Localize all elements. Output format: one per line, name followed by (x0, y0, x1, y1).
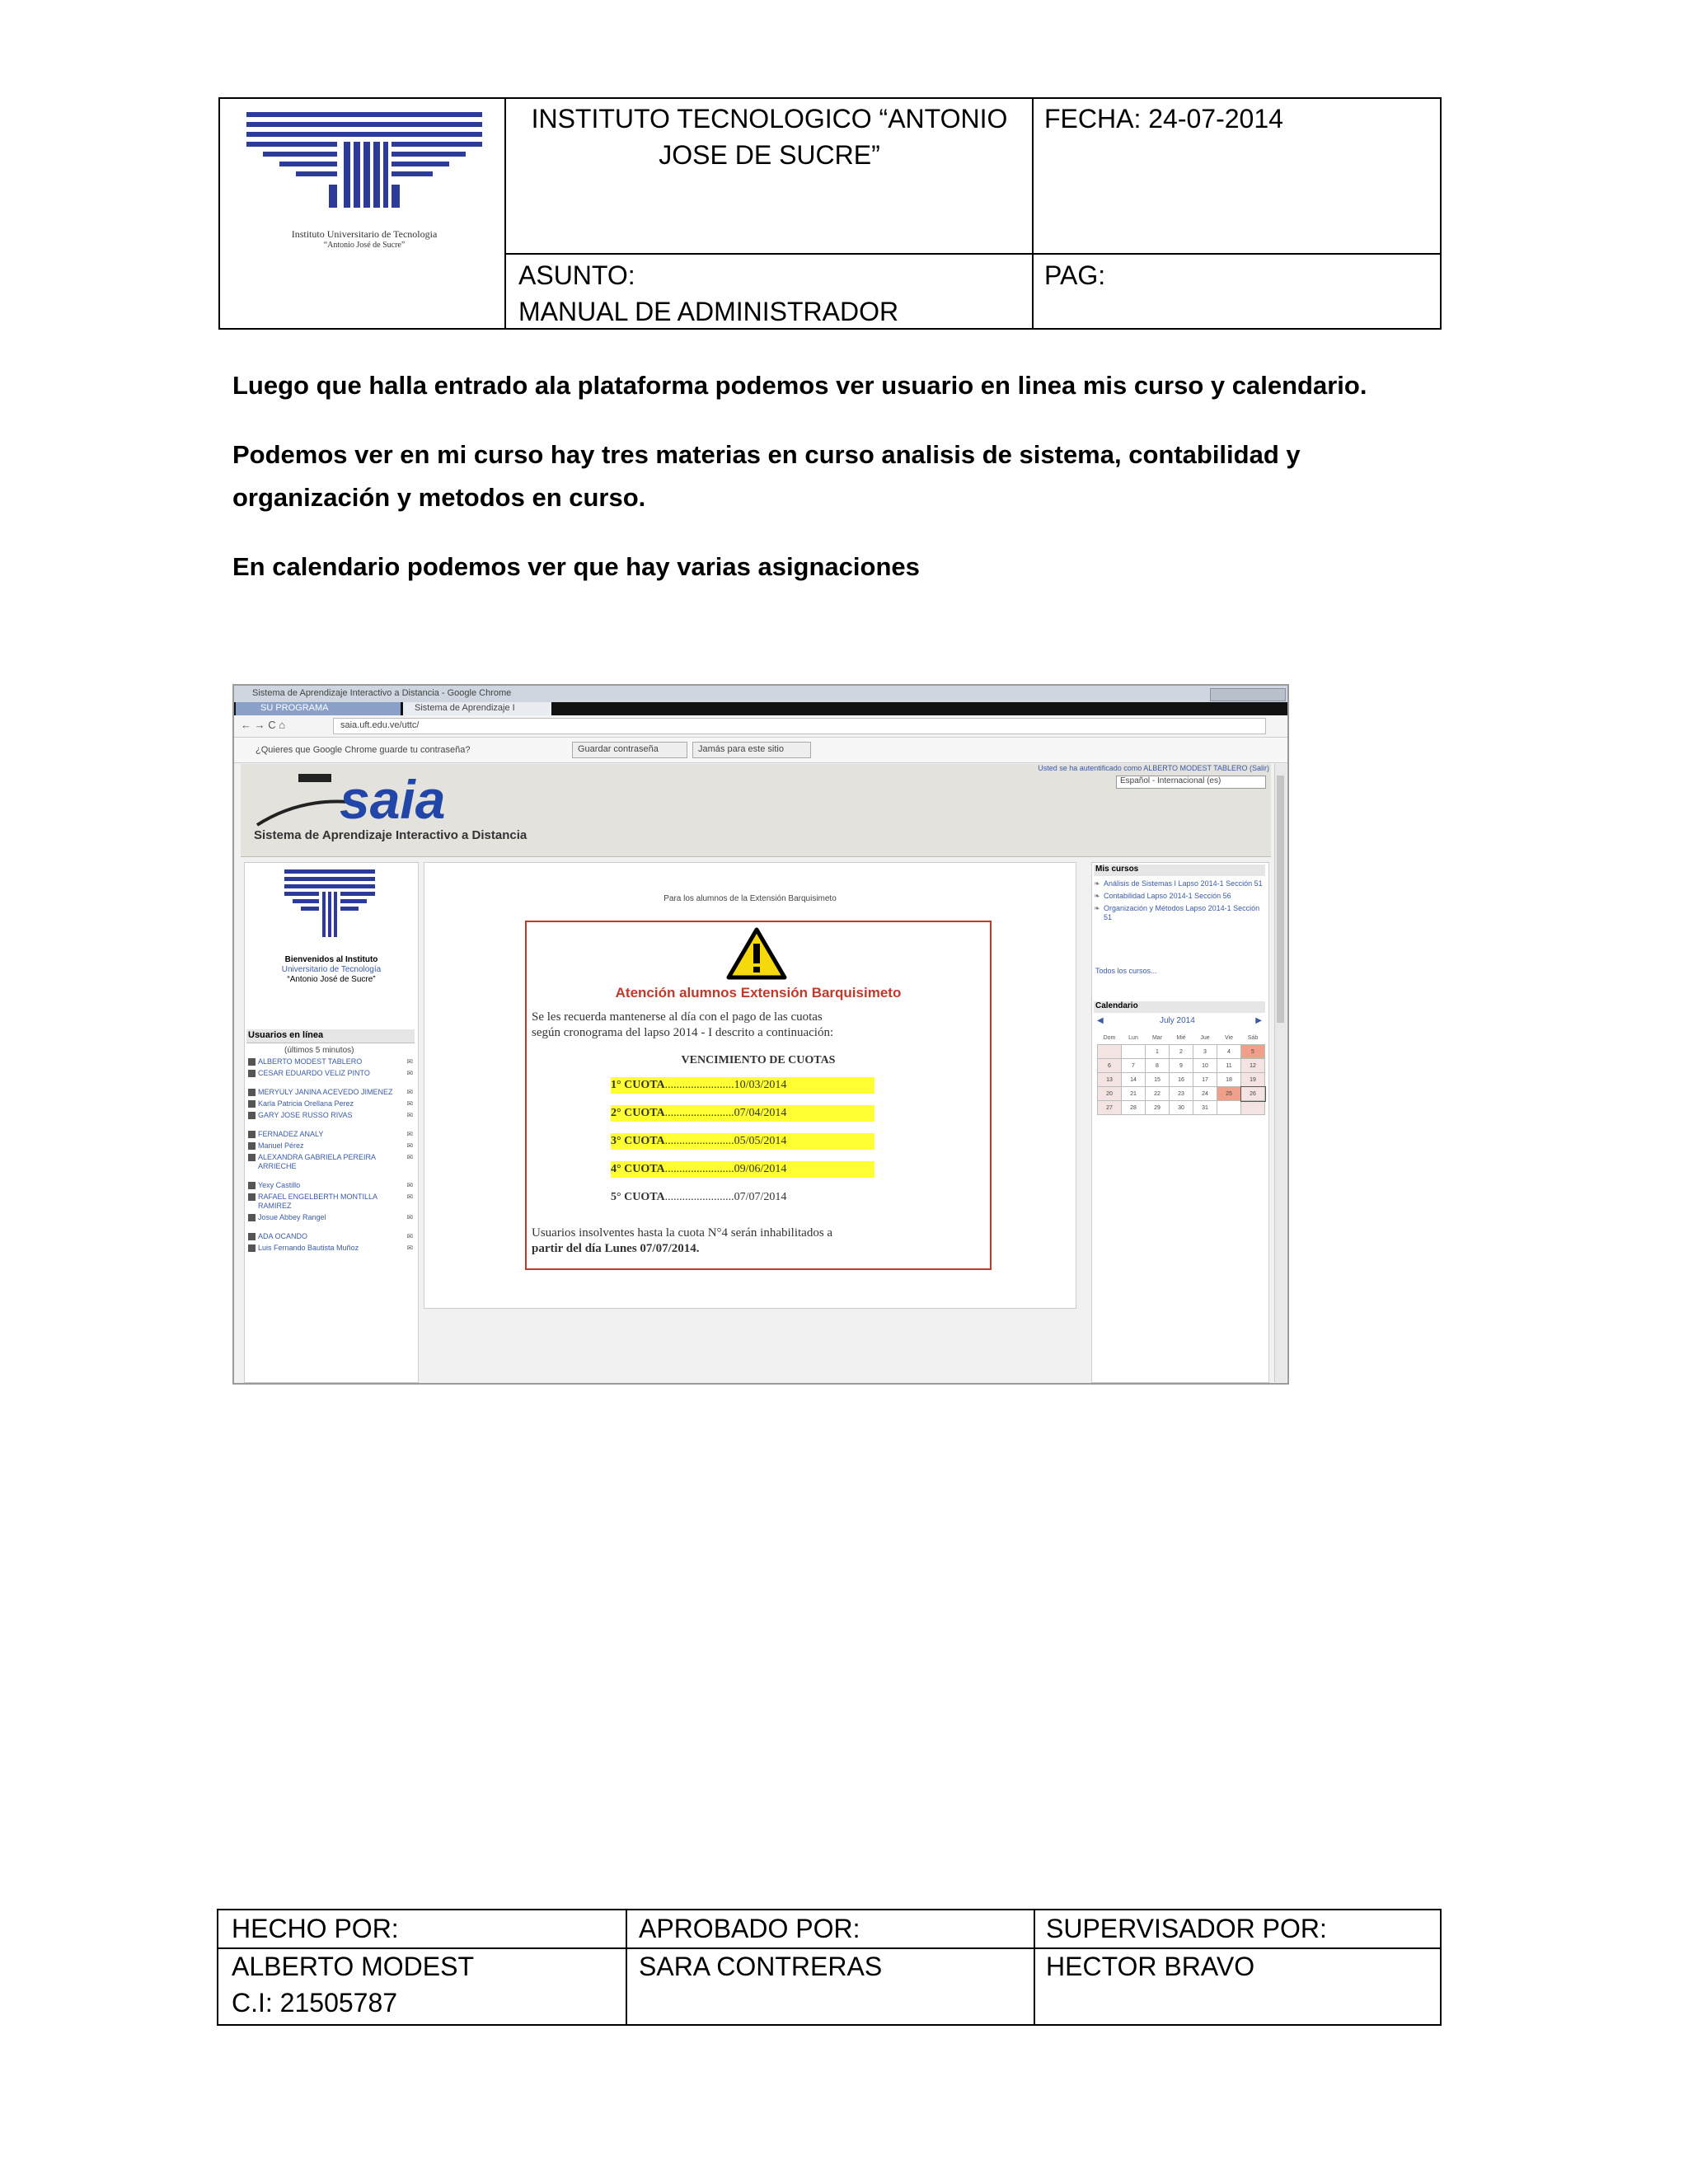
course-icon: ❧ (1094, 879, 1100, 888)
url-text: saia.uft.edu.ve/uttc/ (340, 720, 420, 730)
message-icon[interactable]: ✉ (406, 1141, 413, 1150)
cuota-row (611, 1189, 876, 1206)
user-avatar (248, 1100, 256, 1108)
online-user[interactable] (248, 1111, 413, 1120)
browser-tabbar (234, 702, 1289, 715)
calendar-month[interactable]: July 2014 (1160, 1016, 1195, 1025)
calendar-day[interactable]: 18 (1217, 1073, 1241, 1087)
calendar-day[interactable]: 3 (1193, 1045, 1217, 1059)
institute-title-line2: JOSE DE SUCRE” (659, 140, 880, 170)
user-avatar (248, 1142, 256, 1150)
institute-logo (230, 105, 499, 254)
my-courses-header (1094, 865, 1265, 876)
online-user-name[interactable]: ALEXANDRA GABRIELA PEREIRA ARRIECHE (258, 1153, 376, 1170)
language-value: Español - Internacional (es) (1120, 776, 1221, 785)
cuota-row (611, 1161, 874, 1178)
online-user[interactable] (248, 1181, 413, 1190)
calendar-day (1217, 1101, 1241, 1115)
calendar-weekday: Mié (1176, 1034, 1186, 1041)
nav-arrows-icon[interactable]: ← → C ⌂ (241, 719, 286, 731)
calendar-day[interactable]: 11 (1217, 1059, 1241, 1073)
calendar-day (1122, 1045, 1146, 1059)
calendar-day[interactable]: 22 (1146, 1087, 1170, 1101)
notice-box (525, 921, 992, 1270)
online-user[interactable] (248, 1057, 413, 1066)
fecha: FECHA: 24-07-2014 (1044, 104, 1283, 134)
online-user-name[interactable]: Manuel Pérez (258, 1141, 304, 1150)
calendar-day[interactable]: 16 (1170, 1073, 1193, 1087)
online-user-name[interactable]: Luis Fernando Bautista Muñoz (258, 1244, 359, 1252)
calendar-day[interactable]: 29 (1146, 1101, 1170, 1115)
hecho-por-name: ALBERTO MODEST (232, 1952, 474, 1981)
institute-title-line1: INSTITUTO TECNOLOGICO “ANTONIO (531, 104, 1008, 134)
message-icon[interactable]: ✉ (406, 1130, 413, 1138)
never-site-button[interactable] (692, 742, 811, 758)
left-column (244, 862, 419, 1383)
aprobado-por-label: APROBADO POR: (639, 1914, 860, 1943)
site-header (241, 764, 1271, 857)
calendar-day[interactable]: 4 (1217, 1045, 1241, 1059)
logo-caption-2: “Antonio José de Sucre” (323, 241, 406, 250)
cuota-date: 09/06/2014 (734, 1163, 787, 1175)
supervisor-label: SUPERVISADOR POR: (1046, 1914, 1327, 1943)
course-link[interactable]: Análisis de Sistemas I Lapso 2014-1 Sección 51 (1104, 879, 1263, 888)
cuota-label: 2° CUOTA (611, 1107, 665, 1119)
page-scrollbar[interactable] (1274, 764, 1287, 1382)
cuota-date: 10/03/2014 (734, 1079, 787, 1091)
online-users-header (246, 1029, 415, 1043)
user-avatar (248, 1182, 256, 1189)
institute-small-logo (284, 868, 375, 942)
paragraph-2-line2: organización y metodos en curso. (232, 483, 646, 512)
message-icon[interactable]: ✉ (406, 1232, 413, 1240)
course-link[interactable]: Contabilidad Lapso 2014-1 Sección 56 (1104, 892, 1231, 900)
address-bar-row (234, 715, 1289, 738)
online-user[interactable] (248, 1130, 413, 1139)
cuota-dots: ........................ (664, 1135, 734, 1147)
online-user-name[interactable]: Yexy Castillo (258, 1181, 301, 1189)
cuota-row (611, 1133, 874, 1150)
logo-graphic (230, 105, 499, 221)
calendar-day[interactable]: 15 (1146, 1073, 1170, 1087)
online-user[interactable] (248, 1244, 413, 1253)
calendar-day[interactable]: 7 (1122, 1059, 1146, 1073)
notice-text (532, 1010, 985, 1041)
online-user-name[interactable]: FERNADEZ ANALY (258, 1130, 324, 1138)
calendar-day[interactable]: 30 (1170, 1101, 1193, 1115)
cuota-row (611, 1105, 874, 1122)
window-title: Sistema de Aprendizaje Interactivo a Distancia - Google Chrome (252, 688, 512, 698)
user-avatar (248, 1244, 256, 1252)
calendar-day[interactable]: 19 (1241, 1073, 1265, 1087)
calendar-day[interactable]: 2 (1170, 1045, 1193, 1059)
calendar-day[interactable]: 28 (1122, 1101, 1146, 1115)
course-item[interactable] (1094, 892, 1265, 901)
notice-footer-line2: partir del día Lunes 07/07/2014. (532, 1242, 700, 1255)
cuota-dots: ........................ (664, 1191, 734, 1203)
online-user-name[interactable]: MERYULY JANINA ACEVEDO JIMENEZ (258, 1088, 393, 1096)
notice-title: Atención alumnos Extensión Barquisimeto (615, 985, 902, 1001)
calendar-weekday: Lun (1128, 1034, 1138, 1041)
calendar-day[interactable]: 25 (1217, 1087, 1241, 1101)
language-select[interactable] (1116, 776, 1266, 789)
notice-text-line2: según cronograma del lapso 2014 - I descrito a continuación: (532, 1026, 834, 1039)
right-column (1091, 862, 1269, 1383)
notice-footer (532, 1226, 985, 1257)
url-field[interactable] (333, 718, 1266, 734)
cuota-dots: ........................ (664, 1163, 734, 1175)
cuota-dots: ........................ (664, 1107, 734, 1119)
online-user[interactable] (248, 1088, 413, 1097)
online-user[interactable] (248, 1213, 413, 1222)
online-user[interactable] (248, 1153, 413, 1171)
online-user[interactable] (248, 1141, 413, 1151)
save-password-button[interactable] (572, 742, 687, 758)
calendar-weekday: Sáb (1247, 1034, 1259, 1041)
hecho-por-label: HECHO POR: (232, 1914, 399, 1943)
calendar-day[interactable]: 6 (1098, 1059, 1122, 1073)
user-avatar (248, 1089, 256, 1096)
online-user-name[interactable]: ADA OCANDO (258, 1232, 308, 1240)
calendar-day[interactable]: 20 (1098, 1087, 1122, 1101)
online-users-list (248, 1057, 413, 1255)
paragraph-1: Luego que halla entrado ala plataforma podemos ver usuario en linea mis curso y calendario. (232, 371, 1367, 400)
my-courses-list (1094, 879, 1265, 926)
cuota-label: 3° CUOTA (611, 1135, 665, 1147)
calendar-weekday: Vie (1225, 1034, 1233, 1041)
tab-1[interactable] (236, 702, 401, 715)
online-user-name[interactable]: Josue Abbey Rangel (258, 1213, 326, 1221)
cuota-label: 5° CUOTA (611, 1191, 665, 1203)
calendar-day (1241, 1101, 1265, 1115)
hecho-por-ci: C.I: 21505787 (232, 1988, 398, 2018)
message-icon[interactable]: ✉ (406, 1088, 413, 1096)
course-link[interactable]: Organización y Métodos Lapso 2014-1 Sección 51 (1104, 904, 1260, 921)
message-icon[interactable]: ✉ (406, 1193, 413, 1201)
institute-title (507, 101, 1032, 173)
prev-month-icon[interactable]: ◀ (1097, 1016, 1104, 1025)
window-controls[interactable] (1210, 688, 1286, 701)
password-bar (234, 738, 1289, 763)
calendar-day[interactable]: 31 (1193, 1101, 1217, 1115)
cuota-label: 1° CUOTA (611, 1079, 665, 1091)
next-month-icon[interactable]: ▶ (1255, 1016, 1262, 1025)
tab-2-label: Sistema de Aprendizaje I (415, 703, 515, 713)
logo-caption-1: Instituto Universitario de Tecnologia (291, 228, 438, 240)
logged-in-text[interactable]: Usted se ha autentificado como ALBERTO MODEST TABLERO (Salir) (1038, 764, 1269, 772)
calendar-day[interactable]: 27 (1098, 1101, 1122, 1115)
message-icon[interactable]: ✉ (406, 1181, 413, 1189)
welcome-line3: “Antonio José de Sucre” (287, 975, 376, 984)
welcome-line2[interactable]: Universitario de Tecnología (281, 965, 382, 974)
my-courses-title: Mis cursos (1095, 865, 1139, 874)
welcome-line1: Bienvenidos al Instituto (284, 955, 378, 964)
supervisor-name: HECTOR BRAVO (1046, 1952, 1255, 1981)
cuota-date: 07/04/2014 (734, 1107, 787, 1119)
calendar-day[interactable]: 23 (1170, 1087, 1193, 1101)
footer-table (217, 1909, 1442, 2026)
online-user[interactable] (248, 1193, 413, 1211)
center-column (424, 862, 1076, 1309)
warning-icon (726, 927, 787, 980)
calendar-day[interactable]: 8 (1146, 1059, 1170, 1073)
online-user-name[interactable]: GARY JOSE RUSSO RIVAS (258, 1111, 353, 1119)
cuota-row (611, 1077, 874, 1094)
user-avatar (248, 1193, 256, 1201)
paragraph-3: En calendario podemos ver que hay varias asignaciones (232, 552, 920, 581)
calendar-day[interactable]: 12 (1241, 1059, 1265, 1073)
calendar-day (1098, 1045, 1122, 1059)
message-icon[interactable]: ✉ (406, 1099, 413, 1108)
tab-2[interactable] (403, 702, 551, 715)
calendar-day[interactable]: 26 (1241, 1087, 1265, 1101)
course-item[interactable] (1094, 904, 1265, 922)
cuota-date: 05/05/2014 (734, 1135, 787, 1147)
paragraph-2-line1: Podemos ver en mi curso hay tres materias en curso analisis de sistema, contabilidad y (232, 440, 1301, 469)
message-icon[interactable]: ✉ (406, 1244, 413, 1252)
scrollbar-thumb[interactable] (1277, 776, 1284, 1023)
aprobado-por-name: SARA CONTRERAS (639, 1952, 883, 1981)
notice-text-line1: Se les recuerda mantenerse al día con el pago de las cuotas (532, 1010, 823, 1024)
paragraph-2 (232, 434, 1436, 519)
user-avatar (248, 1131, 256, 1138)
online-user[interactable] (248, 1232, 413, 1241)
online-user[interactable] (248, 1069, 413, 1078)
page-label: PAG: (1044, 260, 1106, 290)
user-avatar (248, 1058, 256, 1066)
user-avatar (248, 1070, 256, 1077)
message-icon[interactable]: ✉ (406, 1111, 413, 1119)
message-icon[interactable]: ✉ (406, 1213, 413, 1221)
cuota-label: 4° CUOTA (611, 1163, 665, 1175)
tab-1-label: SU PROGRAMA (260, 703, 329, 713)
online-user-name[interactable]: Karla Patricia Orellana Perez (258, 1099, 354, 1108)
calendar-day[interactable]: 13 (1098, 1073, 1122, 1087)
calendar-day[interactable]: 21 (1122, 1087, 1146, 1101)
browser-titlebar (234, 686, 1289, 702)
save-password-label: Guardar contraseña (578, 744, 659, 754)
cuota-dots: ........................ (664, 1079, 734, 1091)
message-icon[interactable]: ✉ (406, 1057, 413, 1066)
header-table (218, 97, 1442, 330)
calendar-day[interactable]: 5 (1241, 1045, 1265, 1059)
notice-footer-line1: Usuarios insolventes hasta la cuota N°4 serán inhabilitados a (532, 1226, 833, 1240)
user-avatar (248, 1214, 256, 1221)
online-user[interactable] (248, 1099, 413, 1108)
welcome-text (245, 955, 418, 985)
cuotas-title: VENCIMIENTO DE CUOTAS (681, 1054, 836, 1066)
saia-brand: saia (340, 769, 446, 830)
online-user-name[interactable]: CESAR EDUARDO VELIZ PINTO (258, 1069, 370, 1077)
calendar-day[interactable]: 24 (1193, 1087, 1217, 1101)
course-icon: ❧ (1094, 904, 1100, 912)
online-user-name[interactable]: RAFAEL ENGELBERTH MONTILLA RAMIREZ (258, 1193, 377, 1210)
asunto-label: ASUNTO: (518, 260, 635, 290)
calendar-day[interactable]: 10 (1193, 1059, 1217, 1073)
user-avatar (248, 1112, 256, 1119)
cuota-date: 07/07/2014 (734, 1191, 787, 1203)
message-icon[interactable]: ✉ (406, 1153, 413, 1161)
user-avatar (248, 1154, 256, 1161)
calendar-weekday: Dom (1103, 1034, 1116, 1041)
site-subtitle: Sistema de Aprendizaje Interactivo a Distancia (254, 828, 528, 842)
calendar-title: Calendario (1095, 1001, 1138, 1010)
calendar-day[interactable]: 1 (1146, 1045, 1170, 1059)
calendar-grid (1097, 1031, 1265, 1115)
never-site-label: Jamás para este sitio (698, 744, 784, 754)
calendar-day[interactable]: 14 (1122, 1073, 1146, 1087)
message-icon[interactable]: ✉ (406, 1069, 413, 1077)
calendar-day[interactable]: 17 (1193, 1073, 1217, 1087)
all-courses-link[interactable]: Todos los cursos... (1095, 967, 1157, 975)
user-avatar (248, 1233, 256, 1240)
course-item[interactable] (1094, 879, 1265, 888)
calendar-weekday: Mar (1151, 1034, 1163, 1041)
asunto-value: MANUAL DE ADMINISTRADOR (518, 297, 899, 326)
calendar-header (1094, 1001, 1265, 1013)
calendar-nav (1094, 1016, 1265, 1028)
cuotas-list (611, 1077, 891, 1217)
online-user-name[interactable]: ALBERTO MODEST TABLERO (258, 1057, 363, 1066)
calendar-weekday: Jue (1200, 1034, 1210, 1041)
course-icon: ❧ (1094, 892, 1100, 900)
online-users-note: (últimos 5 minutos) (284, 1046, 354, 1055)
notice-intro: Para los alumnos de la Extensión Barquisimeto (663, 894, 837, 903)
password-prompt: ¿Quieres que Google Chrome guarde tu contraseña? (256, 745, 471, 755)
calendar-day[interactable]: 9 (1170, 1059, 1193, 1073)
lms-screenshot (232, 684, 1289, 1385)
online-users-title: Usuarios en línea (248, 1030, 324, 1040)
